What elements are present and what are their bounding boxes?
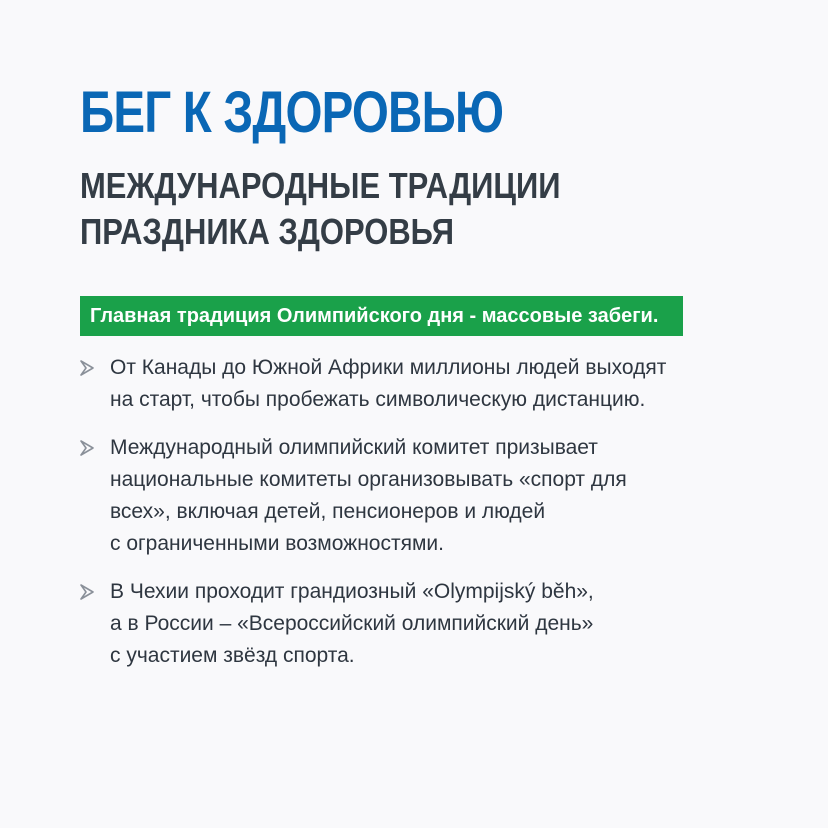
bullet-2-line-3: всех», включая детей, пенсионеров и людей: [110, 500, 546, 523]
arrow-bullet-icon: [80, 352, 100, 384]
bullet-3-line-3: с участием звёзд спорта.: [110, 644, 355, 667]
bullet-item-1: [80, 352, 720, 416]
bullet-2-line-2: национальные комитеты организовывать «спорт для: [110, 468, 627, 491]
bullet-3-line-1: В Чехии проходит грандиозный «Olympijský běh»,: [110, 580, 594, 603]
arrow-bullet-icon: [80, 432, 100, 464]
bullet-2-line-1: Международный олимпийский комитет призывает: [110, 436, 598, 459]
bullet-1-line-1: От Канады до Южной Африки миллионы людей выходят: [110, 356, 667, 379]
page-subtitle: [80, 163, 561, 255]
bullet-item-2: [80, 432, 720, 560]
bullet-item-3: [80, 576, 720, 672]
page-title: БЕГ К ЗДОРОВЬЮ: [80, 80, 504, 145]
bullet-list: [80, 352, 720, 688]
bullet-3-line-2: а в России – «Всероссийский олимпийский день»: [110, 612, 594, 635]
subtitle-line-2: ПРАЗДНИКА ЗДОРОВЬЯ: [80, 211, 455, 252]
highlight-banner: Главная традиция Олимпийского дня - массовые забеги.: [80, 296, 683, 336]
bullet-2-line-4: с ограниченными возможностями.: [110, 532, 444, 555]
subtitle-line-1: МЕЖДУНАРОДНЫЕ ТРАДИЦИИ: [80, 165, 561, 206]
bullet-1-line-2: на старт, чтобы пробежать символическую дистанцию.: [110, 388, 646, 411]
arrow-bullet-icon: [80, 576, 100, 608]
